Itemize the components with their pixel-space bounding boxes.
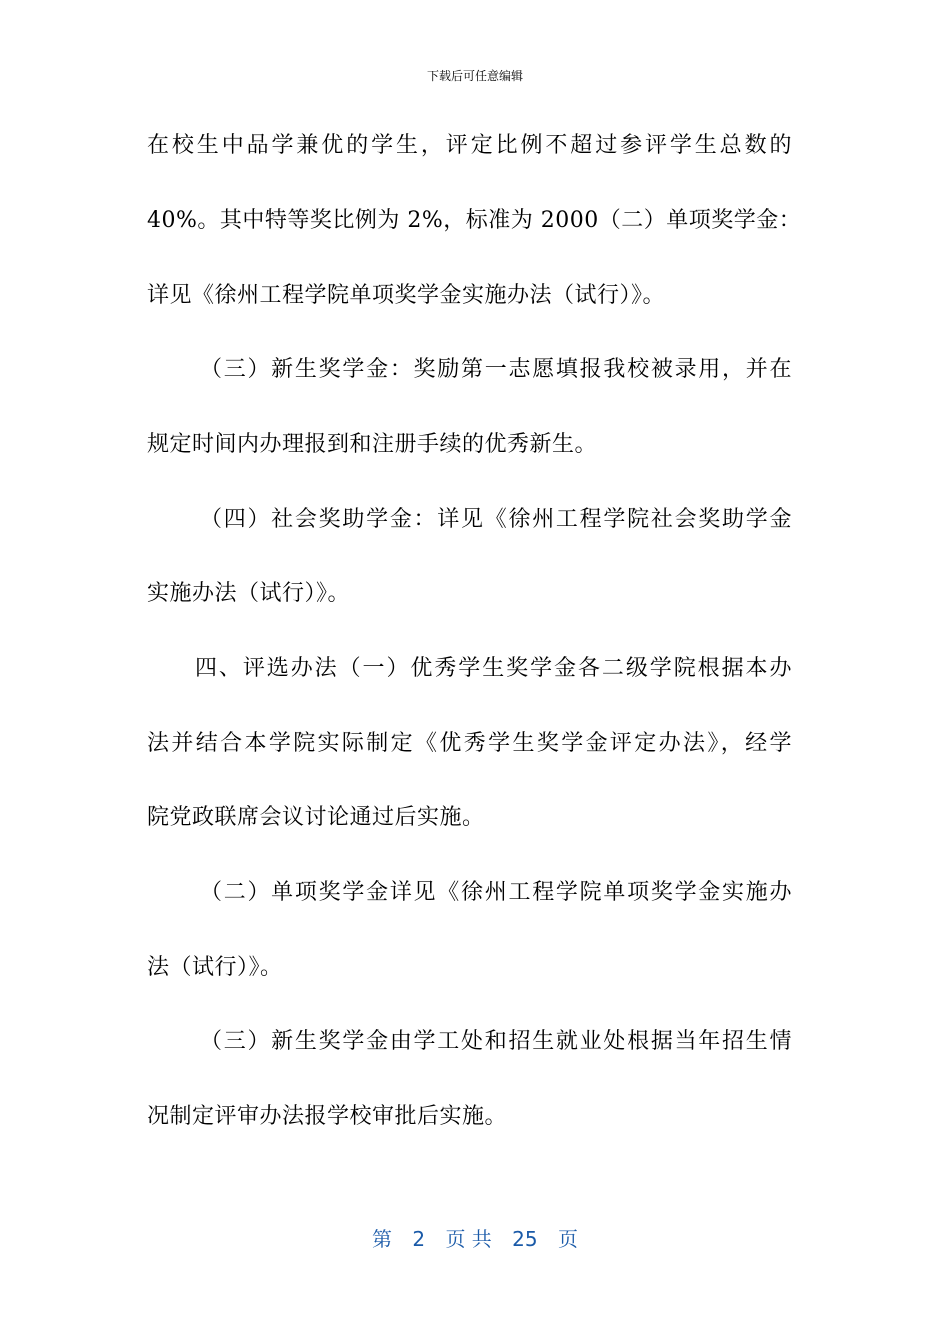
body-line-8: 四、评选办法（一）优秀学生奖学金各二级学院根据本办 — [195, 656, 792, 681]
body-line-5: 规定时间内办理报到和注册手续的优秀新生。 — [147, 432, 598, 457]
body-line-2: 40%。其中特等奖比例为 2%，标准为 2000（二）单项奖学金： — [147, 208, 802, 233]
body-line-9: 法并结合本学院实际制定《优秀学生奖学金评定办法》，经学 — [147, 731, 792, 756]
body-line-13: （三）新生奖学金由学工处和招生就业处根据当年招生情 — [200, 1029, 792, 1054]
body-line-4: （三）新生奖学金：奖励第一志愿填报我校被录用，并在 — [200, 357, 792, 382]
body-line-7: 实施办法（试行）》。 — [147, 581, 351, 606]
body-line-6: （四）社会奖助学金：详见《徐州工程学院社会奖助学金 — [200, 507, 792, 532]
body-line-11: （二）单项奖学金详见《徐州工程学院单项奖学金实施办 — [200, 880, 792, 905]
body-line-1: 在校生中品学兼优的学生，评定比例不超过参评学生总数的 — [147, 133, 792, 158]
footer-suffix: 页 — [557, 1227, 578, 1251]
page-footer — [0, 1226, 950, 1252]
body-line-10: 院党政联席会议讨论通过后实施。 — [147, 805, 485, 830]
current-page-number: 2 — [412, 1227, 426, 1251]
footer-prefix: 第 — [372, 1227, 392, 1251]
body-line-3: 详见《徐州工程学院单项奖学金实施办法（试行）》。 — [147, 283, 666, 308]
footer-middle: 页 共 — [445, 1227, 492, 1251]
total-pages-number: 25 — [512, 1227, 538, 1251]
header-note: 下载后可任意编辑 — [426, 69, 523, 83]
body-line-12: 法（试行）》。 — [147, 955, 283, 980]
body-line-14: 况制定评审办法报学校审批后实施。 — [147, 1104, 508, 1129]
